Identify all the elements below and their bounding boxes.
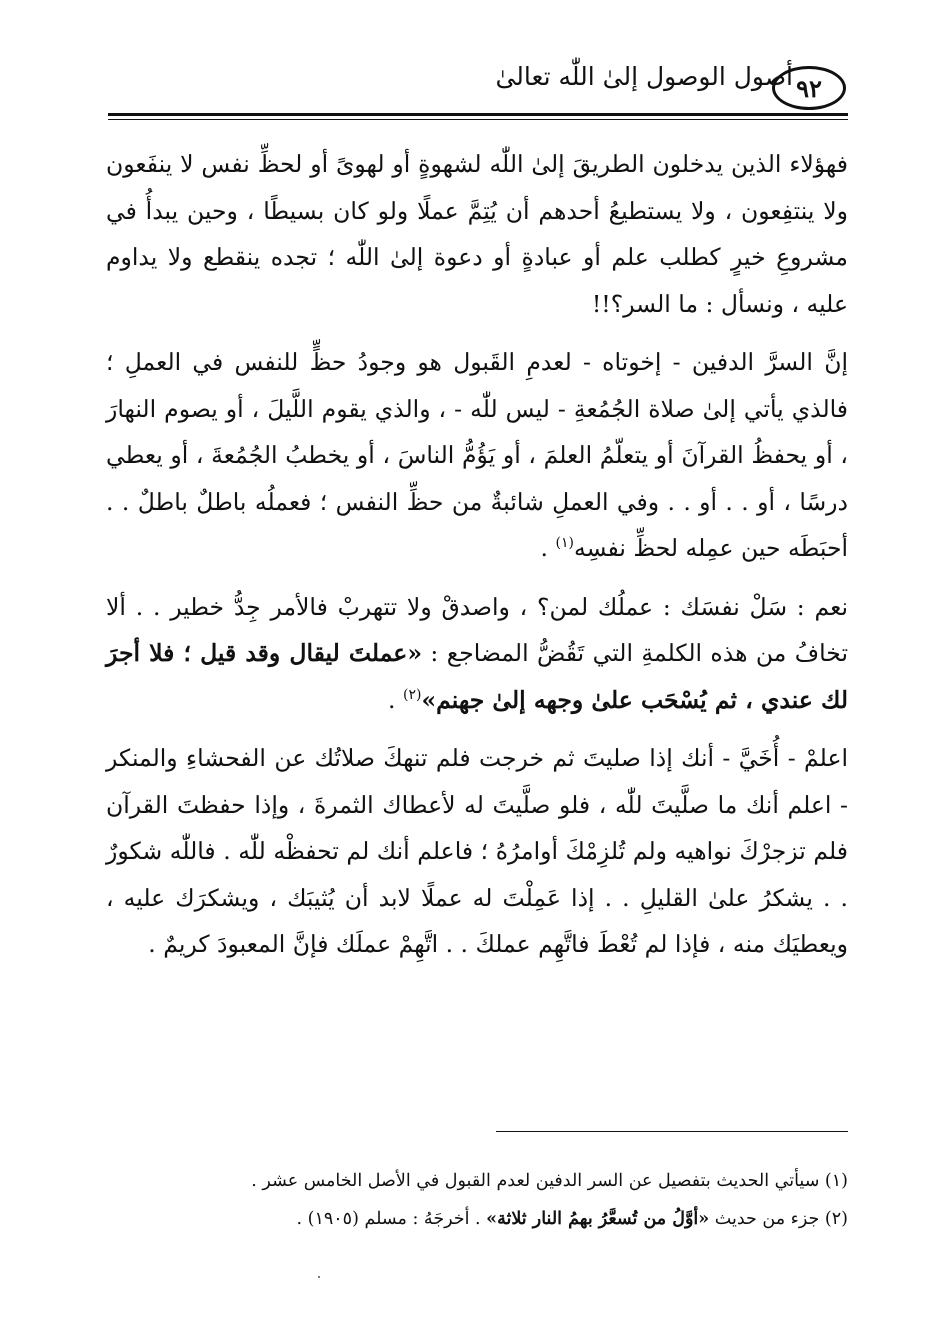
paragraph-4 — [106, 735, 848, 968]
footnote-separator — [496, 1131, 848, 1132]
header-rule-thin — [108, 119, 848, 120]
hadith-quote: «عملتَ ليقال وقد قيل ؛ فلا أجرَ لك عندي ، ثم يُسْحَب علىٰ وجهه إلىٰ جهنم» — [106, 639, 848, 714]
paragraph-2 — [106, 339, 848, 572]
paragraph-3 — [106, 584, 848, 724]
footnote-2-source: . أخرجَهُ : مسلم (١٩٠٥) . — [296, 1209, 487, 1229]
main-text — [106, 141, 848, 980]
footnote-ref-2[interactable]: (٢) — [403, 686, 422, 703]
scan-speck — [318, 1276, 320, 1278]
page-number: ٩٢ — [772, 66, 846, 110]
footnote-2-hadith: «أوَّلُ من تُسعَّرُ بهمُ النار ثلاثة» — [486, 1209, 710, 1229]
paragraph-4-text: اعلمْ - أُخَيَّ - أنك إذا صليتَ ثم خرجت فلم تنهكَ صلاتُك عن الفحشاءِ والمنكر - اعلم أنك ما صلَّيتَ للّٰه ، فلو صلَّيتَ له لأعطاك الثمرةَ ، وإذا حفظتَ القرآن فلم تزجرْكَ نواهيه ولم تُلزِمْكَ أوامرُهُ ؛ فاعلم أنك لم تحفظْه للّٰه . فاللّٰه شكورٌ . . يشكرُ علىٰ القليلِ . . إذا عَمِلْتَ له عملًا لابد أن يُثيبَك ، ويشكرَك عليه ، ويعطيَك منه ، فإذا لم تُعْطَ فاتَّهِم عملكَ . . اتَّهِمْ عملَك فإنَّ المعبودَ كريمٌ . — [106, 744, 848, 958]
paragraph-3-end: . — [388, 685, 403, 714]
paragraph-2-text: إنَّ السرَّ الدفين - إخوتاه - لعدمِ القَبول هو وجودُ حظٍّ للنفس في العملِ ؛ فالذي يأتي إلىٰ صلاة الجُمُعةِ - ليس للّٰه - ، والذي يقوم اللَّيلَ ، أو يصوم النهارَ ، أو يحفظُ القرآنَ أو يتعلّمُ العلمَ ، أو يَؤُمُّ الناسَ ، أو يخطبُ الجُمُعةَ ، أو يعطي درسًا ، أو . . أو . . وفي العملِ شائبةٌ من حظِّ النفس ؛ فعملُه باطلٌ باطلٌ . . أحبَطَه حين عمِله لحظِّ نفسِه — [106, 348, 848, 562]
paragraph-1 — [106, 141, 848, 327]
footnote-2 — [106, 1200, 848, 1238]
footnote-2-text: (٢) جزء من حديث — [709, 1209, 848, 1229]
paragraph-1-text: فهؤلاء الذين يدخلون الطريقَ إلىٰ اللّٰه لشهوةٍ أو لهوىً أو لحظِّ نفس لا ينفَعون ولا ينتفِعون ، ولا يستطيعُ أحدهم أن يُتِمَّ عملًا ولو كان بسيطًا ، وحين يبدأُ في مشروعِ خيرٍ كطلب علم أو عبادةٍ أو دعوة إلىٰ اللّٰه ؛ تجده ينقطع ولا يداوم عليه ، ونسأل : ما السر؟!! — [106, 150, 848, 318]
running-header-title: أصول الوصول إلىٰ اللّٰه تعالىٰ — [495, 62, 793, 91]
paragraph-2-end: . — [540, 534, 556, 562]
paragraph-3-text: نعم : سَلْ نفسَك : عملُك لمن؟ ، واصدقْ ولا تتهربْ فالأمر جِدُّ خطير . . ألا تخافُ من هذه الكلمةِ التي تَقُضُّ المضاجع : — [106, 592, 848, 667]
footnote-1: (١) سيأتي الحديث بتفصيل عن السر الدفين لعدم القبول في الأصل الخامس عشر . — [251, 1171, 848, 1191]
footnote-ref-1[interactable]: (١) — [555, 535, 574, 552]
footnotes — [106, 1162, 848, 1238]
header-rule-thick — [108, 113, 848, 116]
